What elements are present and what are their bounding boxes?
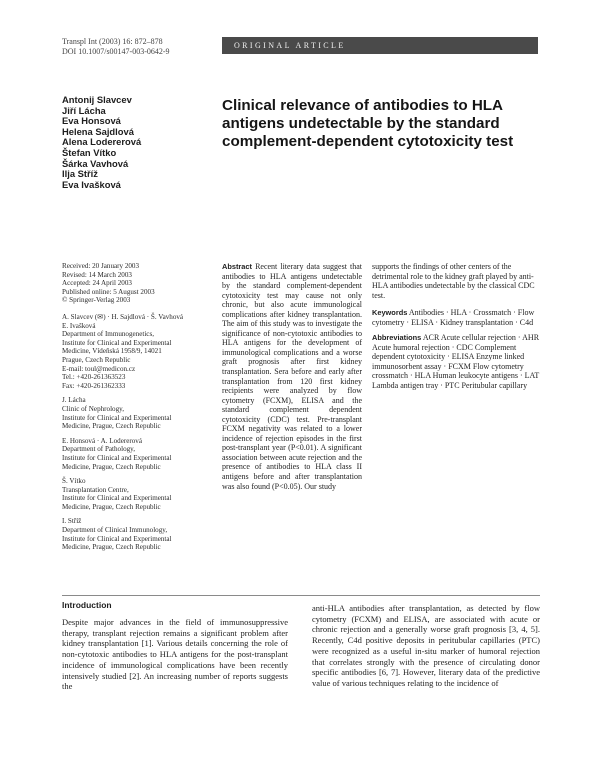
affiliation-line: Medicine, Prague, Czech Republic <box>62 462 161 471</box>
article-type-banner: ORIGINAL ARTICLE <box>222 37 538 54</box>
introduction-column-1: Despite major advances in the field of immunosuppressive therapy, transplant rejection remains a significant problem after kidney transplantation [1]. Various details concerning the role of non-cytotoxic antibodies to HLA antigens for the post-transplant incidence of immunological complications have been recently intensively studied [2]. An increasing number of reports suggests the <box>62 617 288 692</box>
keywords <box>372 308 542 327</box>
introduction-column-2: anti-HLA antibodies after transplantation, as detected by flow cytometry (FCXM) and ELISA, are associated with acute or chronic rejection and a generally worse graft prognosis [3, 4, 5]. Recently, C4d positive deposits in peritubular capillaries (PTC) were recognized as a useful in-situ marker of humoral rejection that correlates strongly with the presence of circulating donor specific antibodies [6, 7]. However, literary data of the predictive value of various techniques relating to the incidence of <box>312 603 540 688</box>
affiliation-line: Medicine, Prague, Czech Republic <box>62 502 161 511</box>
author-list <box>62 95 141 190</box>
affiliation-names: J. Lácha <box>62 396 86 405</box>
affiliation-line: Prague, Czech Republic <box>62 355 131 364</box>
author-name: Eva Honsová <box>62 115 121 127</box>
citation-doi: DOI 10.1007/s00147-003-0642-9 <box>62 46 170 56</box>
citation <box>62 37 170 56</box>
affiliation-line: Institute for Clinical and Experimental <box>62 534 172 543</box>
date-published: Published online: 5 August 2003 <box>62 287 155 296</box>
email-link[interactable]: E-mail: toul@medicon.cz <box>62 364 136 373</box>
keywords-label: Keywords <box>372 308 408 318</box>
author-name: Antonij Slavcev <box>62 94 132 105</box>
section-divider <box>62 595 540 596</box>
affiliation-names: E. Ivašková <box>62 321 96 330</box>
telephone: Tel.: +420-261363523 <box>62 373 126 382</box>
abbreviations-text: ACR Acute cellular rejection · AHR Acute humoral rejection · CDC Complement dependent cytotoxicity · ELISA Enzyme linked immunosorbent assay · FCXM Flow cytometry crossmatch · HLA Human leukocyte antigens · LAT Lambda antigen tray · PTC Peritubular capillary <box>372 333 540 391</box>
affiliation-line: Medicine, Vídeňská 1958/9, 14021 <box>62 347 162 356</box>
affiliation-line: Institute for Clinical and Experimental <box>62 413 172 422</box>
affiliation-names: Š. Vítko <box>62 477 86 486</box>
publication-dates <box>62 262 212 305</box>
copyright: © Springer-Verlag 2003 <box>62 296 131 305</box>
affiliation-names: E. Honsová · A. Lodererová <box>62 436 142 445</box>
affiliation-line: Department of Pathology, <box>62 445 136 454</box>
author-name: Alena Lodererová <box>62 136 142 148</box>
abstract-label: Abstract <box>222 262 252 271</box>
abbreviations <box>372 333 542 390</box>
fax: Fax: +420-261362333 <box>62 381 126 390</box>
author-name: Štefan Vítko <box>62 146 117 158</box>
affiliations <box>62 313 214 552</box>
abstract-continuation: supports the findings of other centers of the detrimental role to the kidney graft played by anti-HLA antibodies undetectable by the classical CDC test. <box>372 262 535 300</box>
affiliation-line: Department of Immunogenetics, <box>62 330 154 339</box>
author-name: Helena Sajdlová <box>62 125 134 137</box>
article-title: Clinical relevance of antibodies to HLA antigens undetectable by the standard complement-dependent cytotoxicity test <box>222 97 514 150</box>
affiliation-line: Institute for Clinical and Experimental <box>62 453 172 462</box>
affiliation-names: I. Stříž <box>62 517 82 526</box>
citation-journal: Transpl Int (2003) 16: 872–878 <box>62 37 163 46</box>
author-name: Šárka Vavhová <box>62 157 129 169</box>
affiliation-line: Institute for Clinical and Experimental <box>62 338 172 347</box>
abstract <box>222 262 362 491</box>
keywords-text: Antibodies · HLA · Crossmatch · Flow cytometry · ELISA · Kidney transplantation · C4d <box>372 308 535 327</box>
affiliation-line: Institute for Clinical and Experimental <box>62 494 172 503</box>
affiliation-line: Transplantation Centre, <box>62 485 129 494</box>
affiliation-line: Medicine, Prague, Czech Republic <box>62 422 161 431</box>
author-name: Eva Ivašková <box>62 178 121 190</box>
affiliation-line: Medicine, Prague, Czech Republic <box>62 543 161 552</box>
abstract-continued-column <box>372 262 542 399</box>
date-revised: Revised: 14 March 2003 <box>62 270 132 279</box>
abbreviations-label: Abbreviations <box>372 333 422 343</box>
author-name: Jiří Lácha <box>62 104 106 116</box>
abstract-text: Recent literary data suggest that antibodies to HLA antigens undetectable by the standard complement-dependent cytotoxicity test may cause not only chronic, but also acute immunological complications after kidney transplantation. The aim of this study was to investigate the significance of non-cytotoxic antibodies to HLA antigens for the development of immunological complications and a worse graft prognosis after first kidney transplantation. Sera before and early after transplantation from 120 first kidney recipients were analyzed by flow cytometry (FCXM), ELISA and the standard complement dependent cytotoxicity (CDC) test. Pre-transplant FCXM negativity was related to a lower incidence of rejection episodes in the first post-transplant year (P<0.01). A significant association between acute rejection and the presence of antibodies to HLA class II antigens before and after transplantation was also found (P<0.05). Our study <box>222 262 362 491</box>
affiliation-names: A. Slavcev (✉) · H. Sajdlová · Š. Vavhová <box>62 313 184 321</box>
author-name: Ilja Stříž <box>62 168 98 180</box>
affiliation-line: Clinic of Nephrology, <box>62 404 124 413</box>
date-received: Received: 20 January 2003 <box>62 262 140 270</box>
introduction-heading: Introduction <box>62 600 112 610</box>
date-accepted: Accepted: 24 April 2003 <box>62 279 132 288</box>
affiliation-line: Department of Clinical Immunology, <box>62 526 168 535</box>
